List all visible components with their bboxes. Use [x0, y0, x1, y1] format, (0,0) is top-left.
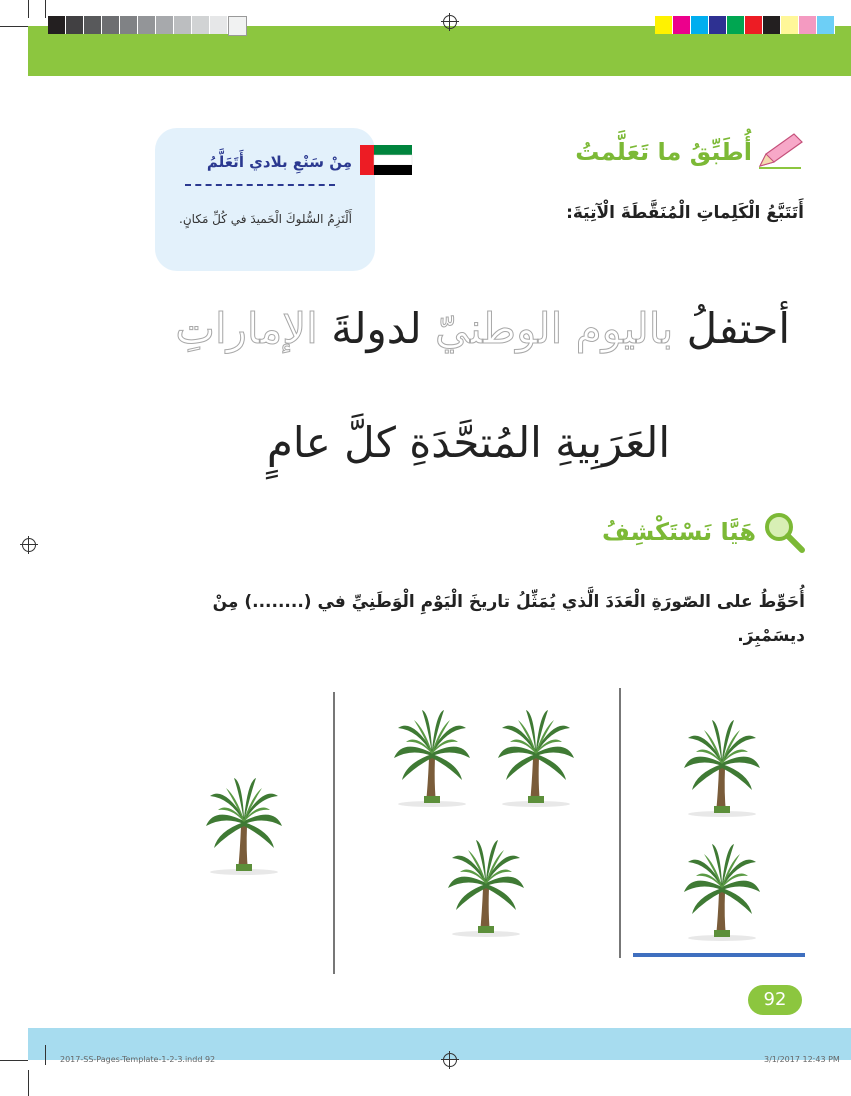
tracing-line-2: العَرَبِيةِ المُتحَّدَةِ كلَّ عامٍ [266, 418, 670, 467]
crop-mark [28, 0, 29, 18]
footer-timestamp: 3/1/2017 12:43 PM [764, 1055, 840, 1064]
section-title-explore: هَيَّا نَسْتَكْشِفُ [602, 518, 756, 546]
crop-mark [45, 0, 46, 18]
magnifier-icon [762, 510, 806, 554]
answer-underline [633, 953, 805, 957]
palm-tree-image [682, 842, 762, 942]
dotted-trace-word: باليوم الوطنيّ [435, 304, 674, 353]
solid-word: أحتفلُ [686, 304, 790, 353]
info-box [155, 128, 375, 271]
info-box-title: مِنْ سَنْعِ بلادي أَتَعَلَّمُ [206, 153, 352, 171]
tracing-instruction: أَتَتَبَّعُ الْكَلِماتِ الْمُنَقَّطَةَ الْآتِيَةَ: [566, 203, 804, 223]
crop-mark [45, 1045, 46, 1065]
crop-mark [28, 1070, 29, 1096]
footer-file-name: 2017-SS-Pages-Template-1-2-3.indd 92 [60, 1055, 216, 1064]
registration-mark-top [443, 15, 457, 29]
column-divider [333, 692, 335, 974]
uae-flag-icon [360, 141, 414, 179]
palm-tree-image [392, 708, 472, 808]
color-calibration-bar [655, 16, 835, 34]
palm-tree-image [446, 838, 526, 938]
column-divider [619, 688, 621, 958]
dashed-underline [185, 184, 335, 186]
gray-calibration-bar [48, 16, 247, 34]
crop-mark [0, 1060, 28, 1061]
registration-mark-bottom [443, 1053, 457, 1067]
pencil-icon [756, 132, 804, 170]
solid-word: لدولةَ [331, 304, 422, 353]
page-number: 92 [748, 985, 802, 1015]
palm-tree-image [682, 718, 762, 818]
dotted-trace-word: الإماراتِ [175, 304, 318, 353]
info-box-text: أَلْتَزِمُ السُّلوكَ الْحَميدَ في كُلِّ مَكانٍ. [179, 212, 352, 226]
palm-tree-image [496, 708, 576, 808]
crop-mark [0, 26, 28, 27]
registration-mark-left [22, 538, 36, 552]
explore-instruction: أُحَوِّطُ على الصّورَةِ الْعَدَدَ الَّذي يُمَثِّلُ تاريخَ الْيَوْمِ الْوَطَنِيِّ في (........) مِنْ ديسَمْبِرَ. [212, 592, 805, 646]
tracing-line-1 [150, 304, 790, 353]
palm-tree-image [204, 776, 284, 876]
section-title-apply: أُطَبِّقُ ما تَعَلَّمتُ [575, 138, 752, 166]
